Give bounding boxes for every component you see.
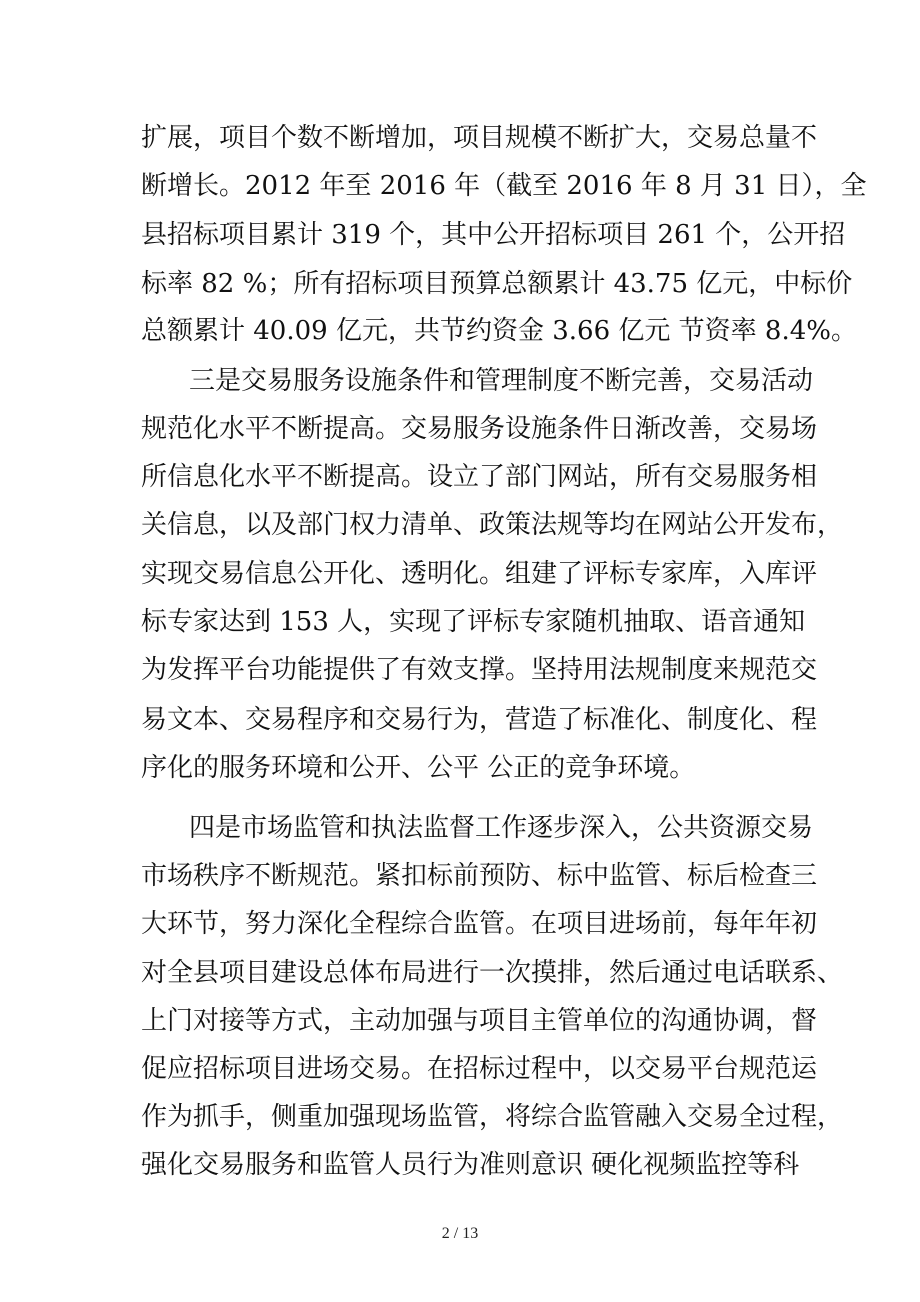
text-line: 总额累计 40.09 亿元，共节约资金 3.66 亿元 节资率 8.4%。	[141, 316, 857, 346]
text-line: 序化的服务环境和公开、公平 公正的竞争环境。	[141, 753, 696, 783]
text-line: 为发挥平台功能提供了有效支撑。坚持用法规制度来规范交	[141, 655, 818, 685]
text-line: 标率 82 %；所有招标项目预算总额累计 43.75 亿元，中标价	[141, 269, 853, 299]
text-line: 扩展，项目个数不断增加，项目规模不断扩大，交易总量不	[141, 123, 818, 153]
text-line: 易文本、交易程序和交易行为，营造了标准化、制度化、程	[141, 705, 818, 735]
text-line: 所信息化水平不断提高。设立了部门网站，所有交易服务相	[141, 462, 818, 492]
text-line: 上门对接等方式，主动加强与项目主管单位的沟通协调，督	[141, 1006, 818, 1036]
text-line: 大环节，努力深化全程综合监管。在项目进场前，每年年初	[141, 909, 818, 939]
text-line: 促应招标项目进场交易。在招标过程中，以交易平台规范运	[141, 1054, 818, 1084]
text-line: 断增长。2012 年至 2016 年（截至 2016 年 8 月 31 日），全	[141, 171, 867, 201]
text-line: 市场秩序不断规范。紧扣标前预防、标中监管、标后检查三	[141, 861, 818, 891]
text-line: 县招标项目累计 319 个，其中公开招标项目 261 个，公开招	[141, 220, 846, 250]
paragraph-first-line: 三是交易服务设施条件和管理制度不断完善，交易活动	[189, 366, 814, 396]
page-number: 2 / 13	[441, 1225, 479, 1242]
text-line: 实现交易信息公开化、透明化。组建了评标专家库，入库评	[141, 559, 818, 589]
text-line: 作为抓手，侧重加强现场监管，将综合监管融入交易全过程，	[141, 1102, 844, 1132]
text-line: 关信息，以及部门权力清单、政策法规等均在网站公开发布，	[141, 510, 844, 540]
text-line: 强化交易服务和监管人员行为准则意识 硬化视频监控等科	[141, 1150, 800, 1180]
text-line: 对全县项目建设总体布局进行一次摸排，然后通过电话联系、	[141, 958, 844, 988]
paragraph-first-line: 四是市场监管和执法监督工作逐步深入，公共资源交易	[189, 813, 814, 843]
text-line: 规范化水平不断提高。交易服务设施条件日渐改善，交易场	[141, 414, 818, 444]
text-line: 标专家达到 153 人，实现了评标专家随机抽取、语音通知	[141, 607, 806, 637]
